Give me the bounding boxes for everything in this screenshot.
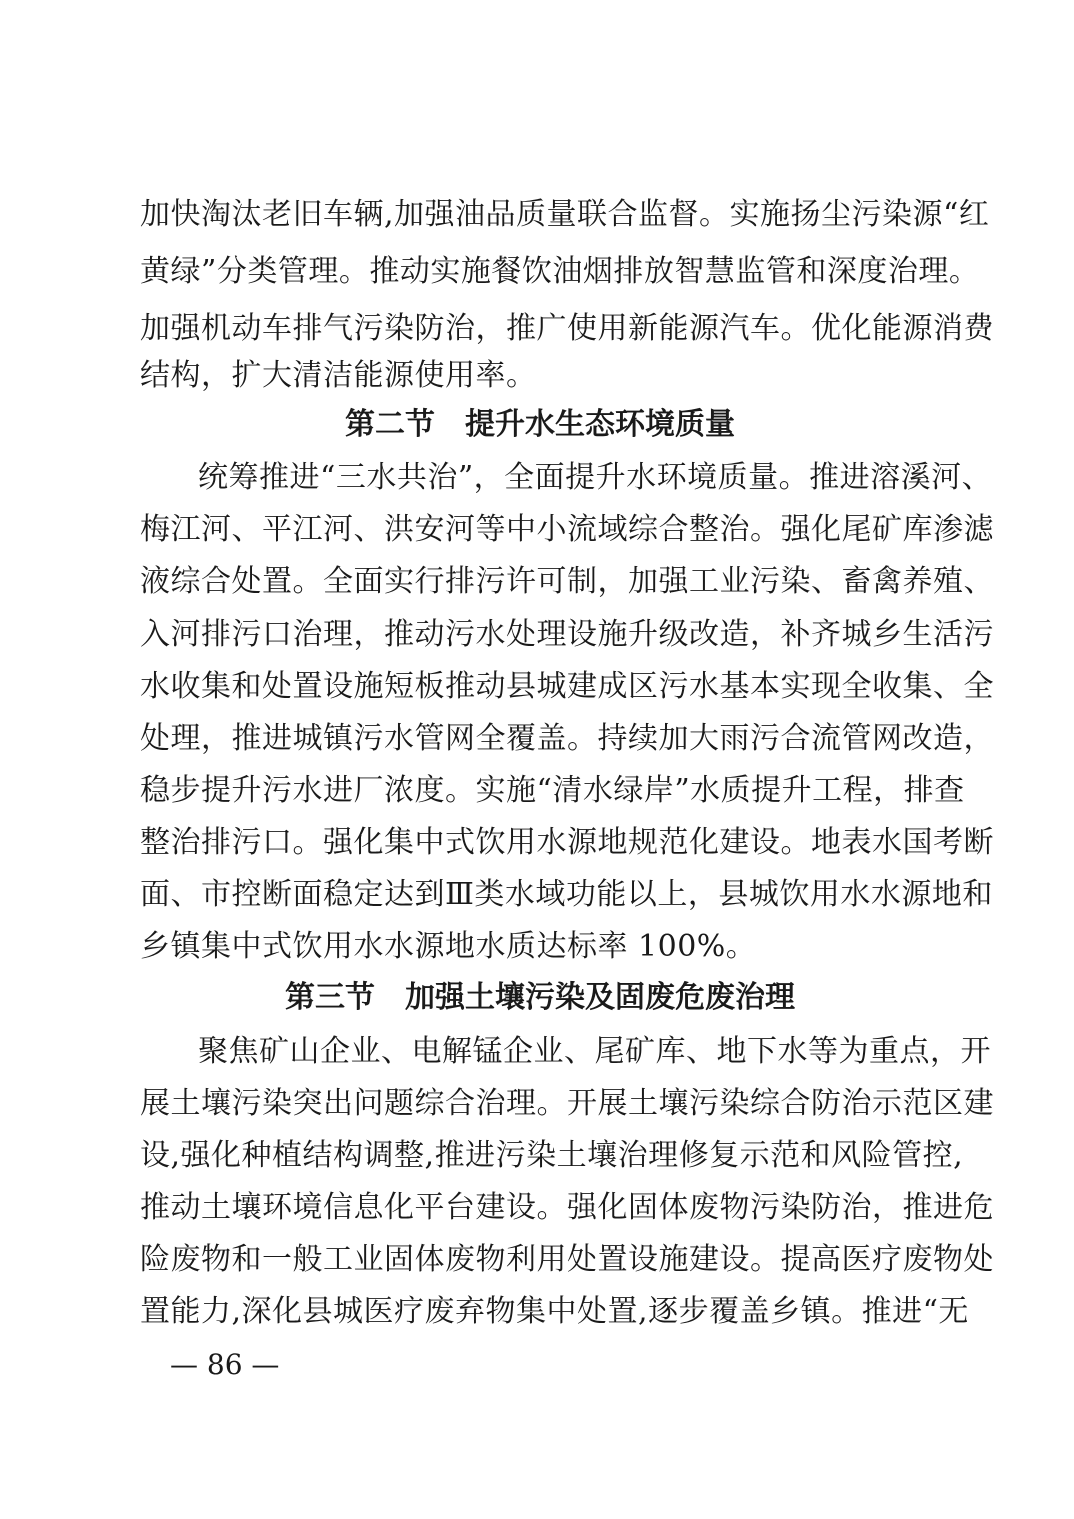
paragraph-line: 处理，推进城镇污水管网全覆盖。持续加大雨污合流管网改造， [140,721,994,756]
paragraph-line: 稳步提升污水进厂浓度。实施“清水绿岸”水质提升工程，排查 [140,773,965,808]
paragraph-line: 展土壤污染突出问题综合治理。开展土壤污染综合防治示范区建 [140,1086,994,1121]
paragraph-line: 设,强化种植结构调整,推进污染土壤治理修复示范和风险管控, [140,1138,964,1173]
paragraph-line: 推动土壤环境信息化平台建设。强化固体废物污染防治，推进危 [140,1190,994,1225]
paragraph-line: 面、市控断面稳定达到Ⅲ类水域功能以上，县城饮用水水源地和 [140,877,993,912]
paragraph-line: 统筹推进“三水共治”，全面提升水环境质量。推进溶溪河、 [198,460,993,495]
paragraph-line: 聚焦矿山企业、电解锰企业、尾矿库、地下水等为重点，开 [198,1034,991,1069]
paragraph-line: 入河排污口治理，推动污水处理设施升级改造，补齐城乡生活污 [140,617,994,652]
paragraph-line: 梅江河、平江河、洪安河等中小流域综合整治。强化尾矿库渗滤 [140,512,994,547]
paragraph-line: 水收集和处置设施短板推动县城建成区污水基本实现全收集、全 [140,669,994,704]
paragraph-line: 整治排污口。强化集中式饮用水源地规范化建设。地表水国考断 [140,825,994,860]
paragraph-line: 结构，扩大清洁能源使用率。 [140,358,537,393]
paragraph-line: 液综合处置。全面实行排污许可制，加强工业污染、畜禽养殖、 [140,564,994,599]
paragraph-line: 加快淘汰老旧车辆,加强油品质量联合监督。实施扬尘污染源“红 [140,197,990,232]
paragraph-line: 乡镇集中式饮用水水源地水质达标率 100%。 [140,929,757,964]
section-heading: 第二节 提升水生态环境质量 [345,407,735,442]
paragraph-line: 加强机动车排气污染防治，推广使用新能源汽车。优化能源消费 [140,311,994,346]
section-heading: 第三节 加强土壤污染及固废危废治理 [285,980,795,1015]
paragraph-line: 置能力,深化县城医疗废弃物集中处置,逐步覆盖乡镇。推进“无 [140,1294,969,1329]
page-number: — 86 — [170,1348,280,1381]
paragraph-line: 黄绿”分类管理。推动实施餐饮油烟排放智慧监管和深度治理。 [140,254,980,289]
paragraph-line: 险废物和一般工业固体废物利用处置设施建设。提高医疗废物处 [140,1242,994,1277]
